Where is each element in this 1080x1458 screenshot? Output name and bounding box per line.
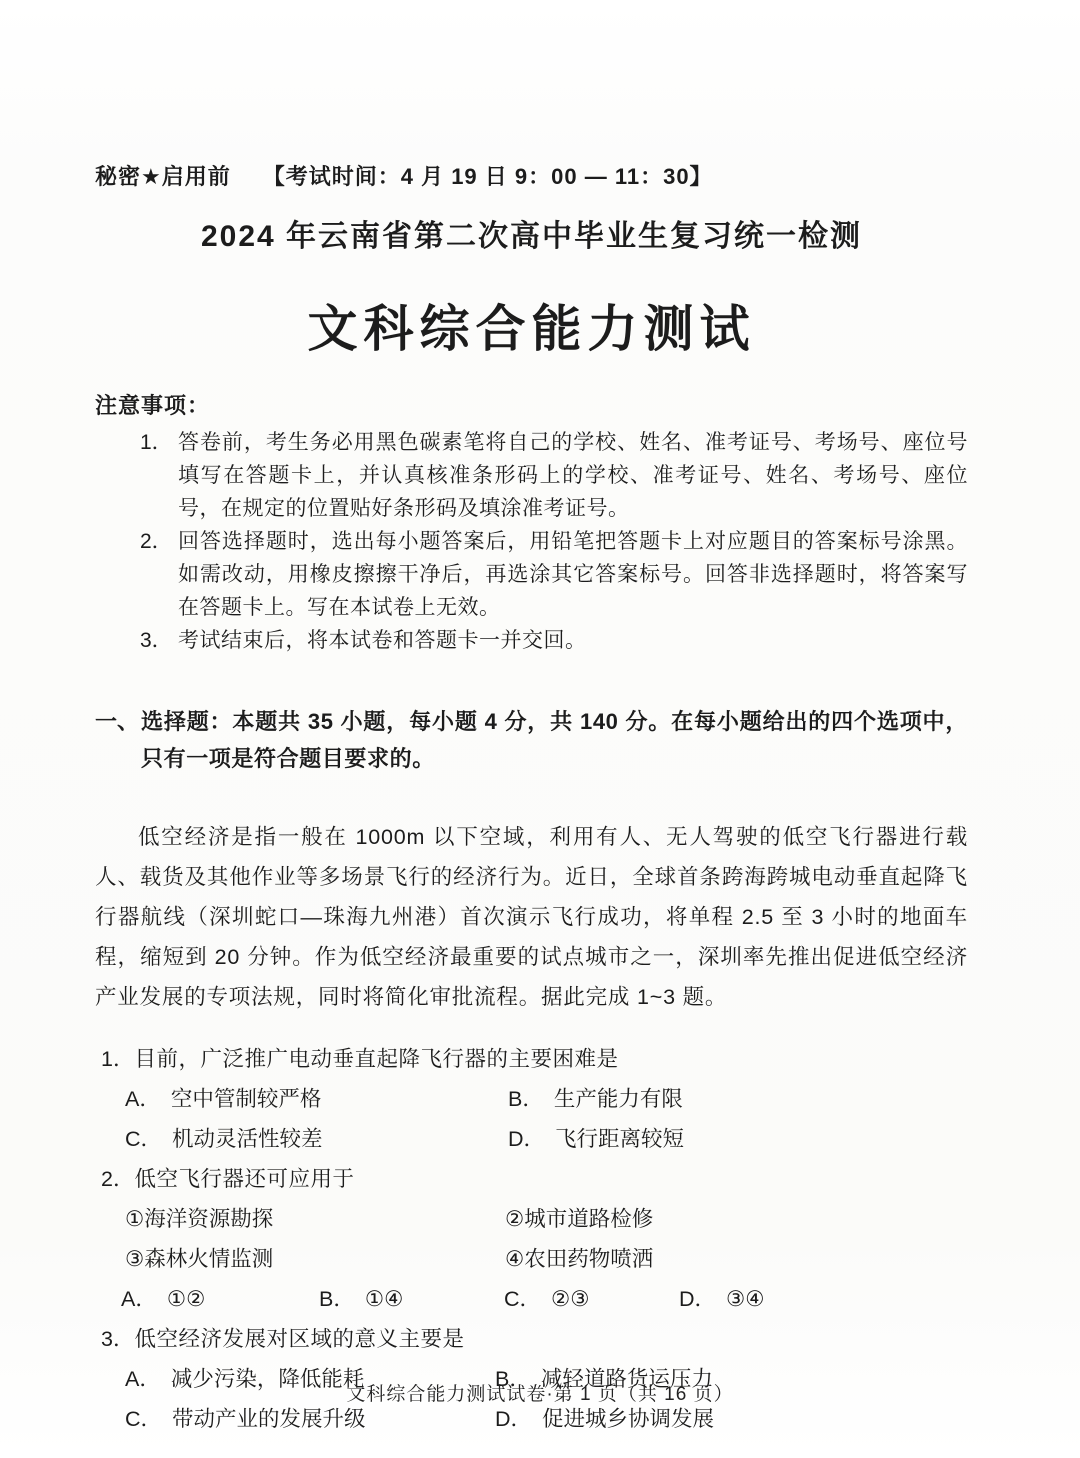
option-label: B． bbox=[508, 1086, 544, 1111]
notice-item-number: 3． bbox=[140, 629, 173, 652]
sub-item-grid bbox=[95, 1199, 968, 1279]
option-text: ①② bbox=[166, 1286, 206, 1311]
question-number: 1． bbox=[101, 1046, 135, 1071]
option-text: 空中管制较严格 bbox=[170, 1086, 322, 1111]
option-text: 促进城乡协调发展 bbox=[542, 1406, 715, 1431]
option-text: 生产能力有限 bbox=[553, 1086, 683, 1111]
notice-item-text: 考试结束后，将本试卷和答题卡一并交回。 bbox=[178, 629, 587, 652]
option-text: ③④ bbox=[726, 1286, 765, 1311]
option-text: ①④ bbox=[364, 1286, 404, 1311]
notice-item bbox=[95, 426, 968, 525]
question-block-1 bbox=[95, 1039, 968, 1159]
notice-item-text: 回答选择题时，选出每小题答案后，用铅笔把答题卡上对应题目的答案标号涂黑。如需改动，用橡皮擦擦干净后，再选涂其它答案标号。回答非选择题时，将答案写在答题卡上。写在本试卷上无效。 bbox=[178, 530, 968, 619]
option-text: ②③ bbox=[551, 1286, 590, 1311]
sub-item-4: ④农田药物喷洒 bbox=[505, 1246, 654, 1271]
question-stem bbox=[95, 1039, 968, 1079]
sub-item-2: ②城市道路检修 bbox=[505, 1206, 654, 1231]
option-label: A． bbox=[125, 1366, 161, 1391]
classification-label: 秘密★启用前 bbox=[95, 164, 231, 189]
option-label: B． bbox=[495, 1366, 531, 1391]
page-footer: 文科综合能力测试试卷·第 1 页（共 16 页） bbox=[346, 1384, 734, 1405]
option-text: 机动灵活性较差 bbox=[172, 1126, 323, 1151]
option-c bbox=[504, 1279, 679, 1319]
question-stem bbox=[95, 1159, 968, 1199]
option-label: B． bbox=[319, 1286, 355, 1311]
section-heading bbox=[95, 703, 968, 777]
sub-item-1: ①海洋资源勘探 bbox=[125, 1206, 274, 1231]
option-d bbox=[508, 1119, 968, 1159]
option-label: D． bbox=[495, 1406, 533, 1431]
question-number: 2． bbox=[101, 1166, 135, 1191]
exam-subject-title: 文科综合能力测试 bbox=[307, 301, 756, 357]
option-label: C． bbox=[125, 1406, 163, 1431]
option-b bbox=[508, 1079, 968, 1119]
option-c bbox=[125, 1119, 508, 1159]
option-text: 带动产业的发展升级 bbox=[172, 1406, 366, 1431]
question-number: 3． bbox=[101, 1326, 135, 1351]
option-text: 减轻道路货运压力 bbox=[540, 1366, 713, 1391]
option-label: A． bbox=[125, 1086, 161, 1111]
question-stem bbox=[95, 1319, 968, 1359]
option-b bbox=[319, 1279, 504, 1319]
section-heading-text: 选择题：本题共 35 小题，每小题 4 分，共 140 分。在每小题给出的四个选项中，只有一项是符合题目要求的。 bbox=[141, 709, 968, 771]
option-a bbox=[121, 1279, 319, 1319]
sub-item-3: ③森林火情监测 bbox=[125, 1246, 274, 1271]
notice-item bbox=[95, 525, 968, 624]
question-stem-text: 低空飞行器还可应用于 bbox=[134, 1166, 355, 1191]
notice-item-number: 1． bbox=[140, 431, 173, 454]
option-label: C． bbox=[125, 1126, 163, 1151]
notice-item bbox=[95, 624, 968, 657]
question-stem-text: 目前，广泛推广电动垂直起降飞行器的主要困难是 bbox=[134, 1046, 619, 1071]
notice-heading: 注意事项： bbox=[95, 393, 211, 418]
notice-item-text: 答卷前，考生务必用黑色碳素笔将自己的学校、姓名、准考证号、考场号、座位号填写在答题卡上，并认真核准条形码上的学校、准考证号、姓名、考场号、座位号，在规定的位置贴好条形码及填涂准考证号。 bbox=[178, 431, 968, 520]
option-label: D． bbox=[508, 1126, 546, 1151]
notice-list bbox=[95, 426, 968, 657]
option-grid bbox=[95, 1079, 968, 1159]
option-label: D． bbox=[679, 1286, 717, 1311]
question-block-2 bbox=[95, 1159, 968, 1319]
question-stem-text: 低空经济发展对区域的意义主要是 bbox=[134, 1326, 465, 1351]
exam-time-label: 【考试时间：4 月 19 日 9：00 — 11：30】 bbox=[262, 164, 713, 189]
option-d bbox=[679, 1279, 968, 1319]
option-text: 飞行距离较短 bbox=[555, 1126, 685, 1151]
section-marker: 一、 bbox=[95, 709, 140, 734]
meta-row bbox=[95, 160, 968, 191]
option-row bbox=[95, 1279, 968, 1319]
notice-item-number: 2． bbox=[140, 530, 173, 553]
option-label: C． bbox=[504, 1286, 542, 1311]
exam-session-title: 2024 年云南省第二次高中毕业生复习统一检测 bbox=[200, 220, 863, 253]
option-text: 减少污染，降低能耗 bbox=[170, 1366, 365, 1391]
option-label: A． bbox=[121, 1286, 157, 1311]
passage-text: 低空经济是指一般在 1000m 以下空域，利用有人、无人驾驶的低空飞行器进行载人、载货及其他作业等多场景飞行的经济行为。近日，全球首条跨海跨城电动垂直起降飞行器航线（深圳蛇口—珠海九州港）首次演示飞行成功，将单程 2.5 至 3 小时的地面车程，缩短到 20 分钟。作为低空经济最重要的试点城市之一，深圳率先推出促进低空经济产业发展的专项法规，同时将简化审批流程。据此完成 1~3 题。 bbox=[95, 825, 968, 1009]
option-a bbox=[125, 1079, 508, 1119]
